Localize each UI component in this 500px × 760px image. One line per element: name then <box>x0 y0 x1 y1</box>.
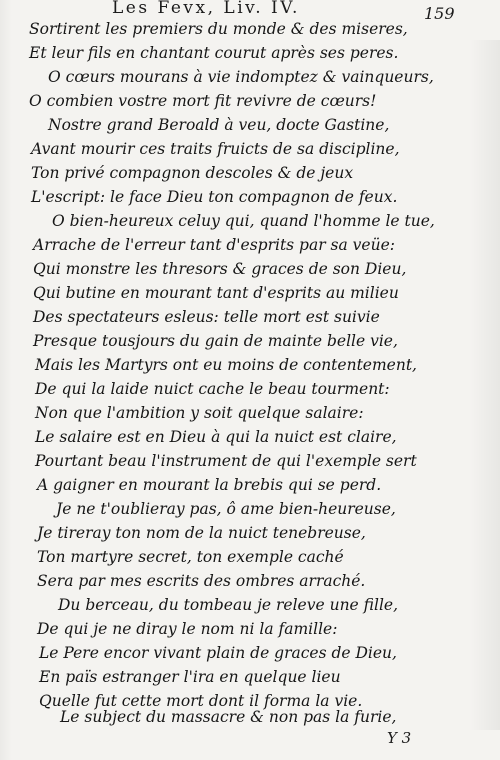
gutter-shadow <box>0 0 12 760</box>
verse-line: Sortirent les premiers du monde & des miseres, <box>29 20 408 38</box>
verse-line: O bien-heureux celuy qui, quand l'homme le tue, <box>52 212 435 230</box>
verse-line: Non que l'ambition y soit quelque salaire: <box>35 404 364 422</box>
verse-line: Le salaire est en Dieu à qui la nuict est claire, <box>35 428 397 446</box>
verse-line: De qui je ne diray le nom ni la famille: <box>37 620 338 638</box>
verse-line: O combien vostre mort fit revivre de cœurs! <box>29 92 377 110</box>
verse-line: Avant mourir ces traits fruicts de sa discipline, <box>31 140 400 158</box>
verse-line: Qui butine en mourant tant d'esprits au milieu <box>33 284 399 302</box>
verse-line: Quelle fut cette mort dont il forma la vie. <box>39 692 363 710</box>
verse-line: A gaigner en mourant la brebis qui se perd. <box>37 476 382 494</box>
verse-line: Du berceau, du tombeau je releve une fille, <box>58 596 399 614</box>
facing-page-bleed <box>470 40 500 730</box>
verse-line: Pourtant beau l'instrument de qui l'exemple sert <box>35 452 417 470</box>
verse-line: Sera par mes escrits des ombres arraché. <box>37 572 366 590</box>
verse-line: Arrache de l'erreur tant d'esprits par sa veüe: <box>33 236 395 254</box>
verse-line: Et leur fils en chantant courut après ses peres. <box>29 44 399 62</box>
verse-line: Des spectateurs esleus: telle mort est suivie <box>33 308 380 326</box>
verse-line: Presque tousjours du gain de mainte belle vie, <box>33 332 398 350</box>
verse-line: Je ne t'oublieray pas, ô ame bien-heureuse, <box>56 500 396 518</box>
verse-line: Je tireray ton nom de la nuict tenebreuse, <box>37 524 366 542</box>
verse-line: Nostre grand Beroald à veu, docte Gastine, <box>48 116 390 134</box>
verse-line: Ton privé compagnon descoles & de jeux <box>31 164 354 182</box>
verse-line: L'escript: le face Dieu ton compagnon de feux. <box>31 188 398 206</box>
verse-line: De qui la laide nuict cache le beau tourment: <box>35 380 390 398</box>
page-number: 159 <box>424 4 455 23</box>
verse-line: Ton martyre secret, ton exemple caché <box>37 548 344 566</box>
verse-line: Le Pere encor vivant plain de graces de Dieu, <box>39 644 397 662</box>
verse-line: En païs estranger l'ira en quelque lieu <box>39 668 341 686</box>
catchword-signature: Y 3 <box>387 729 412 747</box>
running-head: Les Fevx, Liv. IV. <box>112 0 300 18</box>
verse-line: Qui monstre les thresors & graces de son Dieu, <box>33 260 407 278</box>
verse-line: O cœurs mourans à vie indomptez & vainqueurs, <box>48 68 434 86</box>
verse-line: Le subject du massacre & non pas la furie, <box>60 708 397 726</box>
verse-line: Mais les Martyrs ont eu moins de contentement, <box>35 356 417 374</box>
